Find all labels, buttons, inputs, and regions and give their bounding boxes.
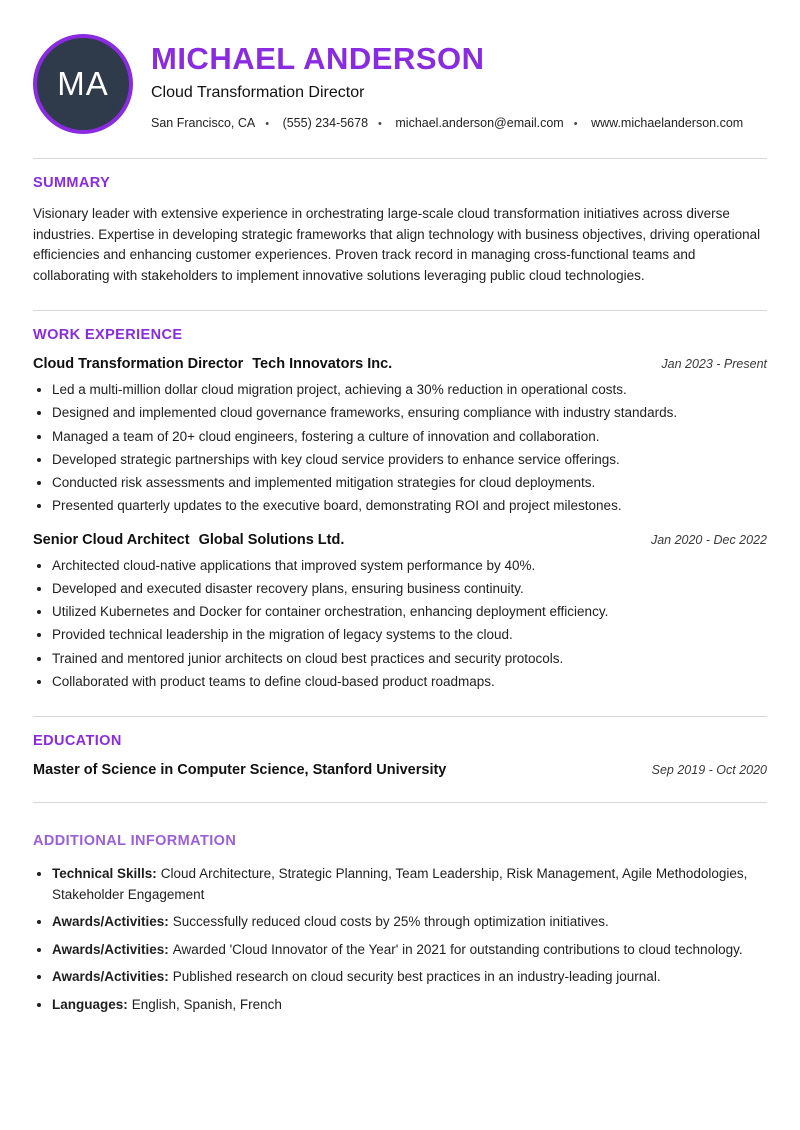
avatar [33, 34, 133, 134]
header-text [151, 39, 767, 130]
contact-item: San Francisco, CA [151, 115, 256, 130]
additional-item-label: Awards/Activities: [52, 969, 169, 985]
contact-entry [564, 116, 744, 130]
contact-item: (555) 234-5678 [282, 115, 369, 130]
additional-item-label: Languages: [52, 996, 128, 1012]
education-section [33, 716, 767, 778]
contact-bar [151, 116, 767, 130]
job-bullet-item: • Collaborated with product teams to define cloud-based product roadmaps. [52, 672, 767, 692]
job-bullet-item: • Managed a team of 20+ cloud engineers, fostering a culture of innovation and collaboration. [52, 427, 767, 447]
additional-item-text: Awarded 'Cloud Innovator of the Year' in 2021 for outstanding contributions to cloud technology. [172, 941, 743, 957]
job-bullet-item: • Trained and mentored junior architects on cloud best practices and security protocols. [52, 649, 767, 669]
contact-entry [255, 116, 368, 130]
summary-section [33, 158, 767, 286]
contact-entry [368, 116, 564, 130]
additional-item-label: Awards/Activities: [52, 941, 169, 957]
additional-info-list [33, 864, 767, 1016]
additional-item-text: Cloud Architecture, Strategic Planning, Team Leadership, Risk Management, Agile Methodologies, Stakeholder Engagement [52, 866, 748, 902]
job-bullet-list [33, 380, 767, 517]
job-header [33, 356, 767, 372]
job-role: Senior Cloud Architect [33, 531, 190, 548]
job-bullet-item: • Architected cloud-native applications that improved system performance by 40%. [52, 556, 767, 576]
job-bullet-item: • Designed and implemented cloud governance frameworks, ensuring compliance with industry standards. [52, 403, 767, 423]
summary-text: Visionary leader with extensive experience in orchestrating large-scale cloud transformation initiatives across diverse industries. Expertise in developing strategic frameworks that align technology with business objectives, driving operational efficiencies and enhancing customer experiences. Proven track record in managing cross-functional teams and collaborating with stakeholders to implement innovative solutions leveraging public cloud technologies. [33, 206, 761, 283]
job-dates: Jan 2020 - Dec 2022 [650, 532, 767, 547]
contact-separator-dot: • [378, 117, 382, 130]
job-entry-2 [33, 532, 767, 693]
candidate-name: MICHAEL ANDERSON [151, 40, 485, 76]
education-dates: Sep 2019 - Oct 2020 [651, 763, 767, 778]
additional-item-text: English, Spanish, French [131, 996, 282, 1012]
job-bullet-item: • Presented quarterly updates to the executive board, demonstrating ROI and project milestones. [52, 496, 767, 516]
job-bullet-item: • Provided technical leadership in the migration of legacy systems to the cloud. [52, 625, 767, 645]
job-company: Tech Innovators Inc. [252, 356, 393, 373]
experience-section [33, 310, 767, 692]
job-bullet-item: • Led a multi-million dollar cloud migration project, achieving a 30% reduction in operational costs. [52, 380, 767, 400]
summary-heading: SUMMARY [33, 175, 111, 191]
contact-separator-dot: • [265, 117, 270, 130]
additional-info-item [52, 995, 767, 1016]
resume-header [33, 34, 767, 134]
contact-entry [151, 116, 255, 130]
job-titles [33, 532, 344, 548]
contact-separator-dot: • [573, 117, 578, 130]
additional-info-item [52, 912, 767, 933]
experience-heading: WORK EXPERIENCE [33, 327, 183, 344]
job-role: Cloud Transformation Director [33, 356, 244, 373]
contact-item: michael.anderson@email.com [395, 115, 564, 130]
avatar-initials: MA [57, 65, 109, 102]
education-entry [33, 762, 767, 778]
additional-item-label: Awards/Activities: [52, 914, 169, 930]
education-degree: Master of Science in Computer Science, Stanford University [33, 762, 447, 779]
additional-info-section [33, 802, 767, 1016]
job-header [33, 532, 767, 548]
job-company: Global Solutions Ltd. [198, 531, 345, 548]
education-heading: EDUCATION [33, 733, 122, 750]
job-bullet-list [33, 556, 767, 693]
additional-info-item [52, 967, 767, 988]
job-bullet-item: • Utilized Kubernetes and Docker for container orchestration, enhancing deployment efficiency. [52, 602, 767, 622]
contact-item: www.michaelanderson.com [591, 115, 744, 130]
additional-item-text: Successfully reduced cloud costs by 25% through optimization initiatives. [172, 914, 609, 930]
job-bullet-item: • Developed strategic partnerships with key cloud service providers to enhance service offerings. [52, 450, 767, 470]
job-bullet-item: • Developed and executed disaster recovery plans, ensuring business continuity. [52, 579, 767, 599]
job-bullet-item: • Conducted risk assessments and implemented mitigation strategies for cloud deployments. [52, 473, 767, 493]
additional-info-item [52, 864, 767, 906]
additional-info-item [52, 940, 767, 961]
candidate-title: Cloud Transformation Director [151, 83, 365, 101]
additional-info-heading: ADDITIONAL INFORMATION [33, 833, 237, 850]
job-titles [33, 356, 392, 372]
additional-item-text: Published research on cloud security best practices in an industry-leading journal. [172, 969, 661, 985]
additional-item-label: Technical Skills: [52, 866, 157, 882]
job-dates: Jan 2023 - Present [661, 357, 767, 372]
job-entry-1 [33, 356, 767, 517]
